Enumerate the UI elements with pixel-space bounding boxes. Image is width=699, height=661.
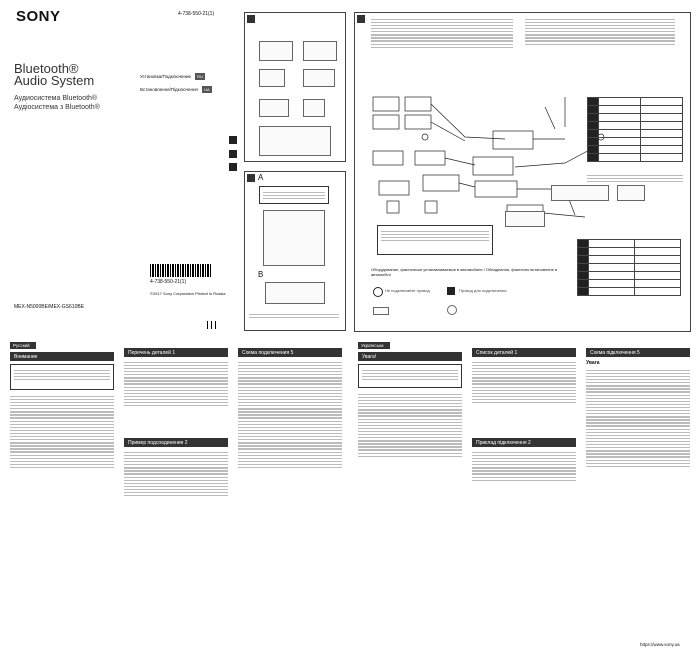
panel-a-letter: A (258, 173, 264, 182)
pin-connector (617, 185, 645, 201)
ua-parts-text (472, 360, 576, 405)
marker-square-2 (229, 150, 237, 158)
manual-ru-tag: RU (195, 73, 205, 80)
subtitle-ua: Аудіосистема з Bluetooth® (14, 104, 100, 111)
legend-icon-3 (373, 307, 389, 315)
ru-connection-text (238, 360, 342, 470)
manual-ua-tag: UA (202, 86, 212, 93)
nut-part-image (303, 99, 325, 117)
ru-example-heading: Пример подсоединения 2 (124, 438, 228, 447)
product-subtitle (14, 94, 100, 112)
manual-ua-row (140, 86, 212, 93)
cover-part-image (303, 69, 335, 87)
bracket-part-image (303, 41, 337, 61)
microphone-part-image (259, 126, 331, 156)
model-names: MEX-N5000BE/MEX-GS610BE (14, 304, 85, 310)
ua-warning-text (358, 392, 462, 459)
ua-language-tag: Українська (358, 342, 390, 349)
ru-warning-box (10, 364, 114, 390)
table-top-notes (587, 173, 683, 184)
b-connector-diagram (265, 282, 325, 304)
ru-warning-heading: Внимание (10, 352, 114, 361)
ru-parts-text (124, 360, 228, 408)
manual-ru-row (140, 73, 205, 80)
ru-connection-heading: Схема подключения 5 (238, 348, 342, 357)
antenna-box (505, 211, 545, 227)
barcode-number: 4-738-550-21(1) (150, 279, 187, 285)
diagram-remote-note: Оборудование, фактически устанавливаемое в автомобиле / Обладнання, фактично встановлене в автомобілі (371, 267, 558, 277)
marker-square-3 (229, 163, 237, 171)
legend-text-2: Провод для подключения (459, 288, 507, 293)
panel-a-footnote (249, 312, 339, 320)
legend-icon-2 (447, 287, 455, 295)
title-line-2: Audio System (14, 73, 95, 88)
ru-language-tag: Русский (10, 342, 36, 349)
fold-marks (207, 321, 219, 329)
panel-b-letter: B (258, 270, 264, 279)
legend-icon-1 (373, 287, 383, 297)
title-line-1: Bluetooth® (14, 61, 79, 76)
manual-ua-label: Встановлення/Підключення (140, 87, 198, 92)
legend-icon-4 (447, 305, 457, 315)
fuse-box (551, 185, 609, 201)
ua-example-heading: Приклад підключення 2 (472, 438, 576, 447)
barcode (150, 264, 212, 277)
connection-diagram-panel (354, 12, 691, 332)
ua-example-text (472, 450, 576, 483)
harness-diagram (263, 210, 325, 266)
sony-logo: SONY (16, 8, 61, 25)
diagram-notes-left (371, 17, 513, 50)
ua-parts-heading: Список деталей 1 (472, 348, 576, 357)
screw-part-image (259, 99, 289, 117)
parts-panel (244, 12, 346, 162)
product-title (14, 63, 94, 87)
ua-connection-text (586, 368, 690, 469)
ua-connection-subheading: Увага (586, 360, 600, 366)
subtitle-ru: Аудиосистема Bluetooth® (14, 95, 98, 102)
model-code: 4-738-550-21(1) (178, 11, 215, 17)
diagram-caution-box (377, 225, 493, 255)
diagram-notes-right (525, 17, 675, 47)
ua-warning-box (358, 364, 462, 388)
copyright: ©2017 Sony Corporation Printed in Russia (150, 291, 226, 296)
panel-a (244, 171, 346, 331)
wire-color-table-bottom (577, 239, 681, 296)
ua-warning-heading: Увага! (358, 352, 462, 361)
ru-parts-heading: Перечень деталей 1 (124, 348, 228, 357)
manual-ru-label: Установка/Подключение (140, 74, 192, 79)
panel-1-marker (247, 15, 255, 23)
panel-a-note (259, 186, 329, 204)
panel-a-marker (247, 174, 255, 182)
marker-square-1 (229, 136, 237, 144)
key-part-image (259, 69, 285, 87)
ru-example-text (124, 450, 228, 498)
ua-connection-heading: Схема підключення 5 (586, 348, 690, 357)
panel-diagram-marker (357, 15, 365, 23)
footer-url[interactable]: https://www.sony.ua (640, 642, 680, 647)
wire-color-table-top (587, 97, 683, 162)
frame-part-image (259, 41, 293, 61)
legend-text-1: Не подключайте провод (385, 288, 430, 293)
ru-warning-text (10, 394, 114, 470)
